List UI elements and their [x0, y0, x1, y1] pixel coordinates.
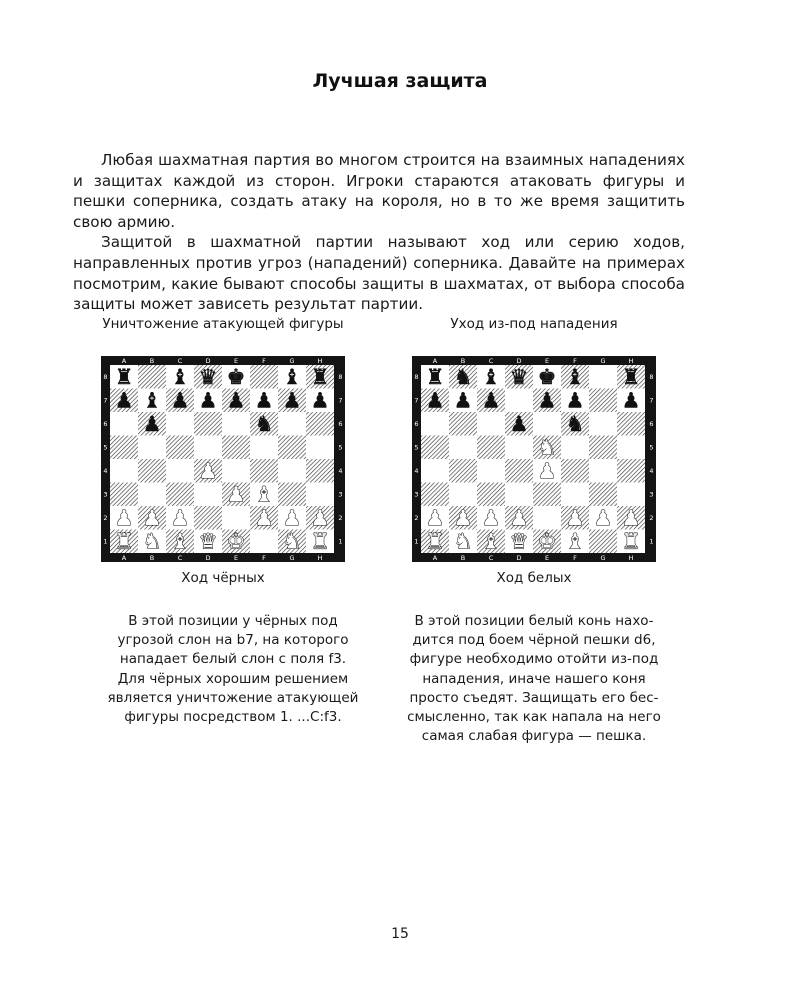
white-rook-icon: ♜ [310, 529, 330, 554]
black-pawn-icon: ♟ [142, 411, 162, 436]
file-label: G [600, 356, 606, 365]
white-king-icon: ♚ [537, 529, 557, 554]
white-pawn-icon: ♟ [565, 505, 585, 530]
file-label: A [121, 553, 127, 562]
board-square [222, 412, 250, 436]
board-square [477, 459, 505, 483]
black-king-icon: ♚ [226, 364, 246, 389]
description-line: нападает белый слон с поля f3. [119, 651, 347, 668]
rank-label: 2 [414, 514, 419, 523]
board-square [110, 412, 138, 436]
board-square [589, 530, 617, 554]
board-square [421, 436, 449, 460]
board-square [222, 436, 250, 460]
file-label: B [149, 553, 155, 562]
white-pawn-icon: ♟ [481, 505, 501, 530]
rank-label: 6 [338, 420, 343, 429]
board-square [421, 412, 449, 436]
board-square [589, 389, 617, 413]
file-label: E [544, 356, 550, 365]
white-rook-icon: ♜ [114, 529, 134, 554]
file-label: A [432, 356, 438, 365]
rank-label: 4 [338, 467, 343, 476]
description-line: угрозой слон на b7, на которого [117, 632, 349, 649]
intro-paragraph: Защитой в шахматной партии называют ход или серию ходов, направленных против угроз (нападений) соперника. Давайте на примерах посмотрим, какие бывают способы защиты в шахматах, от выбора способа защиты может зависеть результат партии. [73, 233, 685, 314]
white-pawn-icon: ♟ [282, 505, 302, 530]
file-label: H [317, 356, 323, 365]
file-label: H [317, 553, 323, 562]
file-label: G [289, 356, 295, 365]
white-pawn-icon: ♟ [453, 505, 473, 530]
board-square [166, 459, 194, 483]
rank-label: 7 [103, 396, 108, 405]
to-move-right: Ход белых [496, 570, 572, 586]
black-pawn-icon: ♟ [254, 388, 274, 413]
rank-label: 1 [414, 537, 419, 546]
white-pawn-icon: ♟ [142, 505, 162, 530]
white-king-icon: ♚ [226, 529, 246, 554]
board-square [250, 436, 278, 460]
board-square [222, 506, 250, 530]
file-label: C [177, 356, 183, 365]
file-label: G [600, 553, 606, 562]
rank-label: 7 [414, 396, 419, 405]
rank-label: 7 [649, 396, 654, 405]
description-line: нападения, иначе нашего коня [422, 670, 646, 687]
white-pawn-icon: ♟ [310, 505, 330, 530]
board-square [250, 365, 278, 389]
file-label: F [573, 553, 577, 562]
white-pawn-icon: ♟ [226, 482, 246, 507]
white-knight-icon: ♞ [142, 529, 162, 554]
black-rook-icon: ♜ [114, 364, 134, 389]
board-square [278, 436, 306, 460]
board-square [110, 459, 138, 483]
board-square [477, 483, 505, 507]
black-pawn-icon: ♟ [621, 388, 641, 413]
white-queen-icon: ♛ [509, 529, 529, 554]
black-pawn-icon: ♟ [481, 388, 501, 413]
file-label: D [516, 553, 522, 562]
board-square [561, 459, 589, 483]
black-rook-icon: ♜ [310, 364, 330, 389]
black-pawn-icon: ♟ [114, 388, 134, 413]
board-square [617, 459, 645, 483]
board-square [194, 506, 222, 530]
board-square [110, 436, 138, 460]
board-square [250, 459, 278, 483]
board-square [222, 459, 250, 483]
white-pawn-icon: ♟ [254, 505, 274, 530]
board-square [138, 483, 166, 507]
board-square [589, 459, 617, 483]
board-square [617, 412, 645, 436]
board-square [477, 436, 505, 460]
rank-label: 5 [338, 443, 343, 452]
black-bishop-icon: ♝ [481, 364, 501, 389]
board-square [477, 412, 505, 436]
rank-label: 6 [103, 420, 108, 429]
board-square [589, 365, 617, 389]
board-square [589, 412, 617, 436]
board-square [533, 506, 561, 530]
page-title: Лучшая защита [312, 70, 488, 92]
file-label: D [516, 356, 522, 365]
board-square [138, 436, 166, 460]
board-square [278, 459, 306, 483]
white-pawn-icon: ♟ [114, 505, 134, 530]
file-label: E [544, 553, 550, 562]
description-line: В этой позиции белый конь нахо- [414, 613, 654, 629]
diagram-description-left [73, 612, 393, 727]
board-square [449, 483, 477, 507]
white-pawn-icon: ♟ [509, 505, 529, 530]
black-pawn-icon: ♟ [226, 388, 246, 413]
black-pawn-icon: ♟ [537, 388, 557, 413]
rank-label: 2 [338, 514, 343, 523]
file-label: F [573, 356, 577, 365]
diagram-heading-right: Уход из-под нападения [450, 316, 618, 332]
description-line: является уничтожение атакующей [107, 689, 359, 706]
description-line: фигуре необходимо отойти из-под [409, 651, 659, 668]
white-knight-icon: ♞ [453, 529, 473, 554]
board-square [306, 412, 334, 436]
board-square [166, 436, 194, 460]
black-knight-icon: ♞ [565, 411, 585, 436]
description-line: самая слабая фигура — пешка. [421, 728, 647, 745]
file-label: B [460, 553, 466, 562]
black-rook-icon: ♜ [621, 364, 641, 389]
rank-label: 2 [649, 514, 654, 523]
board-square [505, 483, 533, 507]
file-label: B [149, 356, 155, 365]
to-move-left: Ход чёрных [181, 570, 265, 586]
board-square [278, 483, 306, 507]
file-label: F [262, 356, 266, 365]
white-queen-icon: ♛ [198, 529, 218, 554]
board-square [449, 412, 477, 436]
rank-label: 6 [414, 420, 419, 429]
rank-label: 8 [649, 373, 654, 382]
black-pawn-icon: ♟ [310, 388, 330, 413]
board-square [617, 483, 645, 507]
white-pawn-icon: ♟ [425, 505, 445, 530]
board-square [589, 436, 617, 460]
black-pawn-icon: ♟ [282, 388, 302, 413]
description-line: Для чёрных хорошим решением [117, 670, 349, 687]
chess-board-right [412, 356, 656, 562]
rank-label: 1 [103, 537, 108, 546]
black-pawn-icon: ♟ [170, 388, 190, 413]
file-label: A [432, 553, 438, 562]
white-bishop-icon: ♝ [254, 482, 274, 507]
black-king-icon: ♚ [537, 364, 557, 389]
white-rook-icon: ♜ [621, 529, 641, 554]
board-square [166, 483, 194, 507]
diagram-description-right [374, 612, 694, 746]
chess-board-left [101, 356, 345, 562]
intro-paragraph: Любая шахматная партия во многом строится на взаимных нападениях и защитах каждой из сторон. Игроки стараются атаковать фигуры и пешки соперника, создать атаку на короля, но в то же время защитить свою армию. [73, 151, 685, 231]
white-pawn-icon: ♟ [537, 458, 557, 483]
file-label: F [262, 553, 266, 562]
board-square [166, 412, 194, 436]
black-bishop-icon: ♝ [282, 364, 302, 389]
black-knight-icon: ♞ [254, 411, 274, 436]
board-square [421, 483, 449, 507]
board-square [449, 459, 477, 483]
description-line: смысленно, так как напала на него [407, 709, 661, 726]
rank-label: 4 [103, 467, 108, 476]
board-square [617, 436, 645, 460]
rank-label: 5 [103, 443, 108, 452]
white-pawn-icon: ♟ [621, 505, 641, 530]
white-bishop-icon: ♝ [565, 529, 585, 554]
rank-label: 3 [338, 490, 343, 499]
rank-label: 4 [649, 467, 654, 476]
board-square [589, 483, 617, 507]
white-rook-icon: ♜ [425, 529, 445, 554]
board-square [110, 483, 138, 507]
rank-label: 8 [338, 373, 343, 382]
rank-label: 3 [649, 490, 654, 499]
black-knight-icon: ♞ [453, 364, 473, 389]
file-label: G [289, 553, 295, 562]
description-line: В этой позиции у чёрных под [128, 613, 338, 629]
board-square [505, 436, 533, 460]
board-square [306, 483, 334, 507]
white-bishop-icon: ♝ [481, 529, 501, 554]
black-pawn-icon: ♟ [509, 411, 529, 436]
black-pawn-icon: ♟ [198, 388, 218, 413]
black-bishop-icon: ♝ [565, 364, 585, 389]
board-square [561, 436, 589, 460]
black-bishop-icon: ♝ [142, 388, 162, 413]
board-square [306, 459, 334, 483]
black-pawn-icon: ♟ [565, 388, 585, 413]
rank-label: 8 [103, 373, 108, 382]
file-label: C [177, 553, 183, 562]
rank-label: 4 [414, 467, 419, 476]
white-pawn-icon: ♟ [170, 505, 190, 530]
file-label: H [628, 553, 634, 562]
rank-label: 3 [103, 490, 108, 499]
board-square [194, 436, 222, 460]
board-square [278, 412, 306, 436]
black-queen-icon: ♛ [198, 364, 218, 389]
file-label: D [205, 356, 211, 365]
black-pawn-icon: ♟ [453, 388, 473, 413]
rank-label: 7 [338, 396, 343, 405]
rank-label: 8 [414, 373, 419, 382]
board-square [250, 530, 278, 554]
file-label: E [233, 553, 239, 562]
file-label: C [488, 553, 494, 562]
file-label: H [628, 356, 634, 365]
page-number: 15 [391, 926, 409, 942]
intro-text [73, 150, 685, 315]
white-knight-icon: ♞ [282, 529, 302, 554]
board-square [561, 483, 589, 507]
black-rook-icon: ♜ [425, 364, 445, 389]
file-label: A [121, 356, 127, 365]
board-square [505, 459, 533, 483]
file-label: D [205, 553, 211, 562]
description-line: фигуры посредством 1. ...С:f3. [124, 709, 342, 726]
board-square [421, 459, 449, 483]
diagram-heading-left: Уничтожение атакующей фигуры [102, 316, 344, 332]
rank-label: 5 [649, 443, 654, 452]
rank-label: 1 [338, 537, 343, 546]
board-square [306, 436, 334, 460]
rank-label: 6 [649, 420, 654, 429]
board-square [138, 365, 166, 389]
board-square [449, 436, 477, 460]
board-square [505, 389, 533, 413]
white-knight-icon: ♞ [537, 435, 557, 460]
description-line: дится под боем чёрной пешки d6, [412, 632, 656, 649]
board-square [138, 459, 166, 483]
white-pawn-icon: ♟ [198, 458, 218, 483]
file-label: C [488, 356, 494, 365]
board-square [533, 483, 561, 507]
rank-label: 1 [649, 537, 654, 546]
description-line: просто съедят. Защищать его бес- [409, 689, 659, 706]
file-label: B [460, 356, 466, 365]
rank-label: 5 [414, 443, 419, 452]
rank-label: 2 [103, 514, 108, 523]
file-label: E [233, 356, 239, 365]
white-bishop-icon: ♝ [170, 529, 190, 554]
board-square [533, 412, 561, 436]
black-pawn-icon: ♟ [425, 388, 445, 413]
rank-label: 3 [414, 490, 419, 499]
black-queen-icon: ♛ [509, 364, 529, 389]
white-pawn-icon: ♟ [593, 505, 613, 530]
board-square [194, 412, 222, 436]
black-bishop-icon: ♝ [170, 364, 190, 389]
board-square [194, 483, 222, 507]
